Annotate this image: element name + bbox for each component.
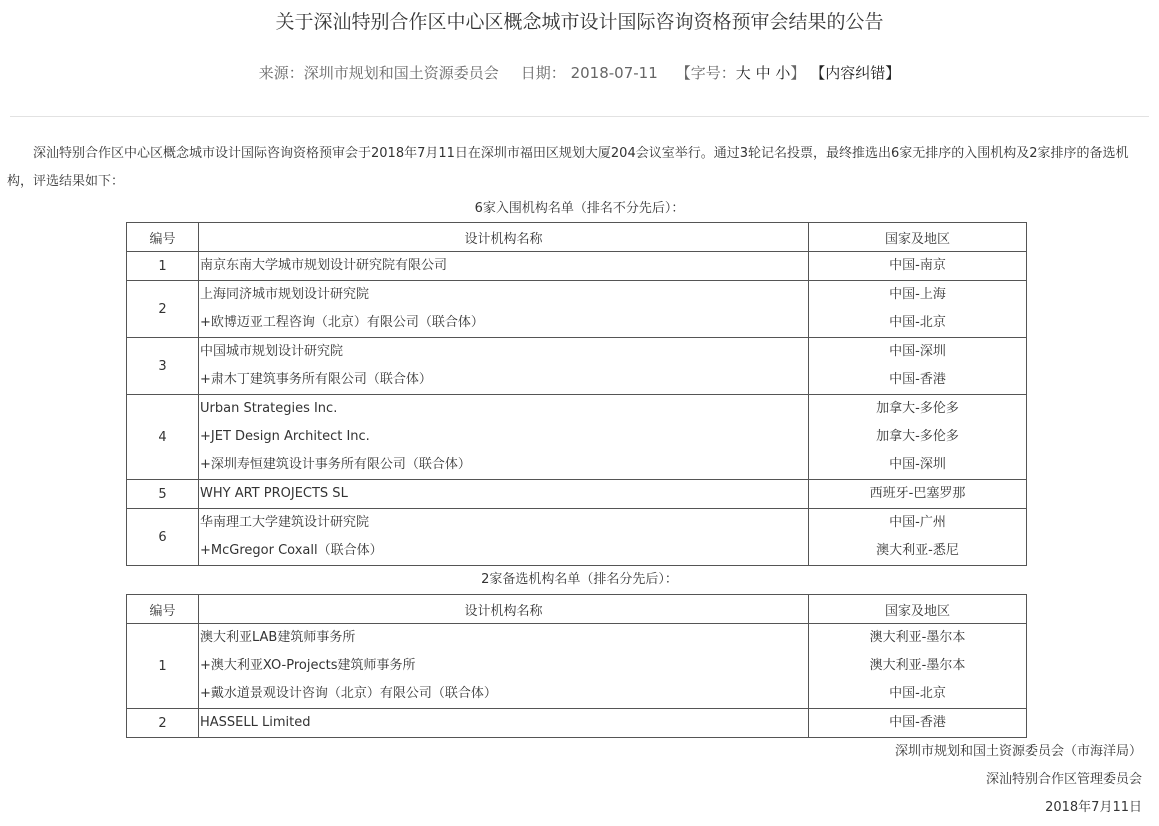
table-header-row xyxy=(127,223,1027,252)
institution-name: 南京东南大学城市规划设计研究院有限公司 xyxy=(200,258,448,273)
institution-name: +戴水道景观设计咨询（北京）有限公司（联合体） xyxy=(200,686,497,701)
region-cell xyxy=(809,480,1027,509)
column-header-region: 国家及地区 xyxy=(809,223,1027,252)
institution-name: 上海同济城市规划设计研究院 xyxy=(200,287,370,302)
region-cell xyxy=(809,709,1027,738)
column-header-institution: 设计机构名称 xyxy=(199,223,809,252)
region-name: 加拿大-多伦多 xyxy=(876,429,959,444)
table-header-row xyxy=(127,595,1027,624)
institution-name: +深圳寿恒建筑设计事务所有限公司（联合体） xyxy=(200,457,471,472)
table-row xyxy=(127,281,1027,338)
institution-name: +JET Design Architect Inc. xyxy=(200,429,370,444)
date-label: 日期： xyxy=(520,64,566,82)
alternates-caption: 2家备选机构名单（排名分先后）： xyxy=(481,572,678,587)
institution-cell xyxy=(199,252,809,281)
institution-cell xyxy=(199,480,809,509)
table-row xyxy=(127,624,1027,709)
signature-org-planning: 深圳市规划和国土资源委员会（市海洋局） xyxy=(894,744,1142,759)
source-label: 来源：深圳市规划和国土资源委员会 xyxy=(258,64,499,82)
institution-name: 华南理工大学建筑设计研究院 xyxy=(200,515,370,530)
column-header-number: 编号 xyxy=(127,223,199,252)
column-header-number: 编号 xyxy=(127,595,199,624)
region-name: 中国-深圳 xyxy=(889,344,946,359)
table-row xyxy=(127,338,1027,395)
region-name: 中国-深圳 xyxy=(889,457,946,472)
row-number: 1 xyxy=(127,624,199,709)
institution-name: +澳大利亚XO-Projects建筑师事务所 xyxy=(200,658,416,673)
region-name: 中国-香港 xyxy=(889,372,946,387)
font-size-small-button[interactable]: 小 xyxy=(775,64,791,82)
finalists-table xyxy=(126,222,1027,566)
region-cell xyxy=(809,624,1027,709)
region-name: 中国-广州 xyxy=(889,515,946,530)
region-cell xyxy=(809,252,1027,281)
region-name: 加拿大-多伦多 xyxy=(876,401,959,416)
font-size-suffix: 】 xyxy=(790,64,806,82)
table-row xyxy=(127,509,1027,566)
institution-cell xyxy=(199,624,809,709)
font-size-large-button[interactable]: 大 xyxy=(735,64,751,82)
region-name: 西班牙-巴塞罗那 xyxy=(869,486,966,501)
region-name: 中国-上海 xyxy=(889,287,946,302)
signature-date: 2018年7月11日 xyxy=(1045,800,1142,815)
region-name: 澳大利亚-墨尔本 xyxy=(869,630,966,645)
column-header-institution: 设计机构名称 xyxy=(199,595,809,624)
row-number: 6 xyxy=(127,509,199,566)
content-correction-link[interactable]: 【内容纠错】 xyxy=(810,64,901,82)
region-name: 中国-香港 xyxy=(889,715,946,730)
row-number: 2 xyxy=(127,281,199,338)
row-number: 5 xyxy=(127,480,199,509)
region-name: 澳大利亚-墨尔本 xyxy=(869,658,966,673)
row-number: 4 xyxy=(127,395,199,480)
finalists-table-body xyxy=(127,252,1027,566)
institution-name: 澳大利亚LAB建筑师事务所 xyxy=(200,630,356,645)
institution-name: Urban Strategies Inc. xyxy=(200,401,338,416)
row-number: 2 xyxy=(127,709,199,738)
alternates-table xyxy=(126,594,1027,738)
table-row xyxy=(127,709,1027,738)
institution-cell xyxy=(199,395,809,480)
institution-name: HASSELL Limited xyxy=(200,715,311,730)
header-divider xyxy=(10,116,1149,117)
institution-cell xyxy=(199,509,809,566)
region-name: 澳大利亚-悉尼 xyxy=(876,543,959,558)
intro-paragraph xyxy=(7,140,1147,196)
institution-cell xyxy=(199,709,809,738)
table-row xyxy=(127,252,1027,281)
article-meta xyxy=(0,60,1159,86)
institution-cell xyxy=(199,338,809,395)
intro-text: 深汕特别合作区中心区概念城市设计国际咨询资格预审会于2018年7月11日在深圳市福田区规划大厦204会议室举行。通过3轮记名投票，最终推选出6家无排序的入围机构及2家排序的备选机构，评选结果如下： xyxy=(7,146,1129,189)
institution-name: +McGregor Coxall（联合体） xyxy=(200,543,383,558)
region-cell xyxy=(809,395,1027,480)
region-name: 中国-南京 xyxy=(889,258,946,273)
region-cell xyxy=(809,338,1027,395)
publish-date: 2018-07-11 xyxy=(570,64,658,82)
column-header-region: 国家及地区 xyxy=(809,595,1027,624)
institution-cell xyxy=(199,281,809,338)
region-cell xyxy=(809,509,1027,566)
row-number: 3 xyxy=(127,338,199,395)
font-size-medium-button[interactable]: 中 xyxy=(755,64,771,82)
institution-name: +肃木丁建筑事务所有限公司（联合体） xyxy=(200,372,432,387)
region-cell xyxy=(809,281,1027,338)
institution-name: WHY ART PROJECTS SL xyxy=(200,486,348,501)
table-row xyxy=(127,480,1027,509)
region-name: 中国-北京 xyxy=(889,686,946,701)
finalists-caption: 6家入围机构名单（排名不分先后）： xyxy=(474,201,685,216)
article-title: 关于深汕特别合作区中心区概念城市设计国际咨询资格预审会结果的公告 xyxy=(275,11,884,33)
region-name: 中国-北京 xyxy=(889,315,946,330)
alternates-table-body xyxy=(127,624,1027,738)
institution-name: 中国城市规划设计研究院 xyxy=(200,344,344,359)
font-size-prefix: 【字号： xyxy=(675,64,736,82)
signature-org-management: 深汕特别合作区管理委员会 xyxy=(985,772,1142,787)
institution-name: +欧博迈亚工程咨询（北京）有限公司（联合体） xyxy=(200,315,484,330)
row-number: 1 xyxy=(127,252,199,281)
table-row xyxy=(127,395,1027,480)
